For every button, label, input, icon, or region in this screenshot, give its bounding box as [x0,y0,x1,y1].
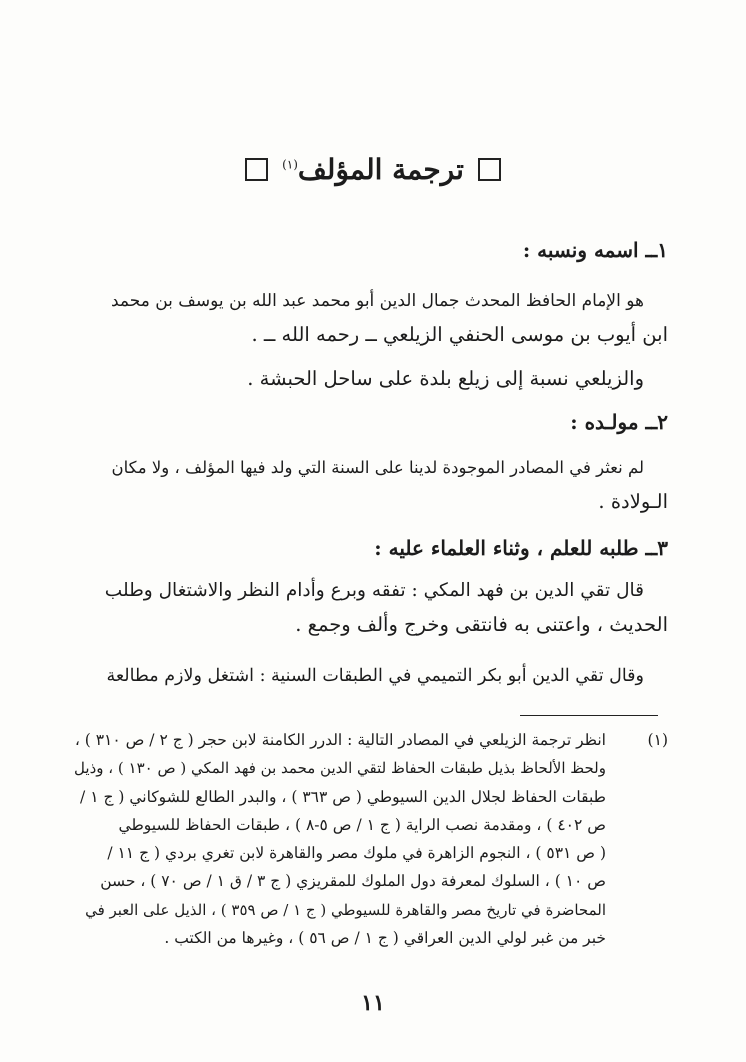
page-number: ١١ [361,990,385,1016]
footnote [72,726,668,952]
footnote-line: ولحظ الألحاظ بذيل طبقات الحفاظ لتقي الدين محمد بن فهد المكي ( ص ١٣٠ ) ، وذيل [74,759,606,778]
chapter-title [0,153,746,186]
paragraph [72,451,668,519]
paragraph [72,574,668,642]
square-ornament-icon [478,158,501,181]
footnote-line: خبر من غبر لولي الدين العراقي ( ج ١ / ص ٥٦ ) ، وغيرها من الكتب . [164,929,606,948]
footnote-line: انظر ترجمة الزيلعي في المصادر التالية : الدرر الكامنة لابن حجر ( ج ٢ / ص ٣١٠ ) ، [74,731,606,749]
square-ornament-icon [245,158,268,181]
text-line: والزيلعي نسبة إلى زيلع بلدة على ساحل الحبشة . [247,367,644,390]
footnote-line: ( ص ٥٣١ ) ، النجوم الزاهرة في ملوك مصر والقاهرة لابن تغري بردي ( ج ١١ / [107,844,606,863]
section-heading-name: ١ــ اسمه ونسبه : [522,238,668,262]
text-line: الـولادة . [598,490,668,513]
paragraph [72,659,668,693]
footnote-marker: (١) [647,731,668,749]
text-line: لم نعثر في المصادر الموجودة لدينا على السنة التي ولد فيها المؤلف ، ولا مكان [111,458,644,477]
chapter-title-text: ترجمة المؤلف [297,153,464,186]
text-line: الحديث ، واعتنى به فانتقى وخرج وألف وجمع . [295,613,668,636]
paragraph [72,284,668,352]
paragraph [72,362,668,396]
footnote-line: المحاضرة في تاريخ مصر والقاهرة للسيوطي ( ج ١ / ص ٣٥٩ ) ، الذيل على العبر في [85,900,606,919]
footnote-line: ص ١٠ ) ، السلوك لمعرفة دول الملوك للمقريزي ( ج ٣ / ق ١ / ص ٧٠ ) ، حسن [100,872,606,891]
footnote-reference: (١) [282,157,298,172]
text-line: هو الإمام الحافظ المحدث جمال الدين أبو محمد عبد الله بن يوسف بن محمد [111,291,644,311]
section-heading-study: ٣ــ طلبه للعلم ، وثناء العلماء عليه : [374,536,668,560]
footnote-separator [520,715,658,716]
section-heading-birth: ٢ــ مولـده : [570,410,668,434]
footnote-line: طبقات الحفاظ لجلال الدين السيوطي ( ص ٣٦٣ ) ، والبدر الطالع للشوكاني ( ج ١ / [80,787,606,806]
text-line: وقال تقي الدين أبو بكر التميمي في الطبقات السنية : اشتغل ولازم مطالعة [106,666,644,686]
text-line: قال تقي الدين بن فهد المكي : تفقه وبرع وأدام النظر والاشتغال وطلب [104,580,644,601]
footnote-body [72,726,606,952]
footnote-line: ص ٤٠٢ ) ، ومقدمة نصب الراية ( ج ١ / ص ٥-٨ ) ، طبقات الحفاظ للسيوطي [118,815,606,834]
text-line: ابن أيوب بن موسى الحنفي الزيلعي ــ رحمه الله ــ . [251,323,668,346]
